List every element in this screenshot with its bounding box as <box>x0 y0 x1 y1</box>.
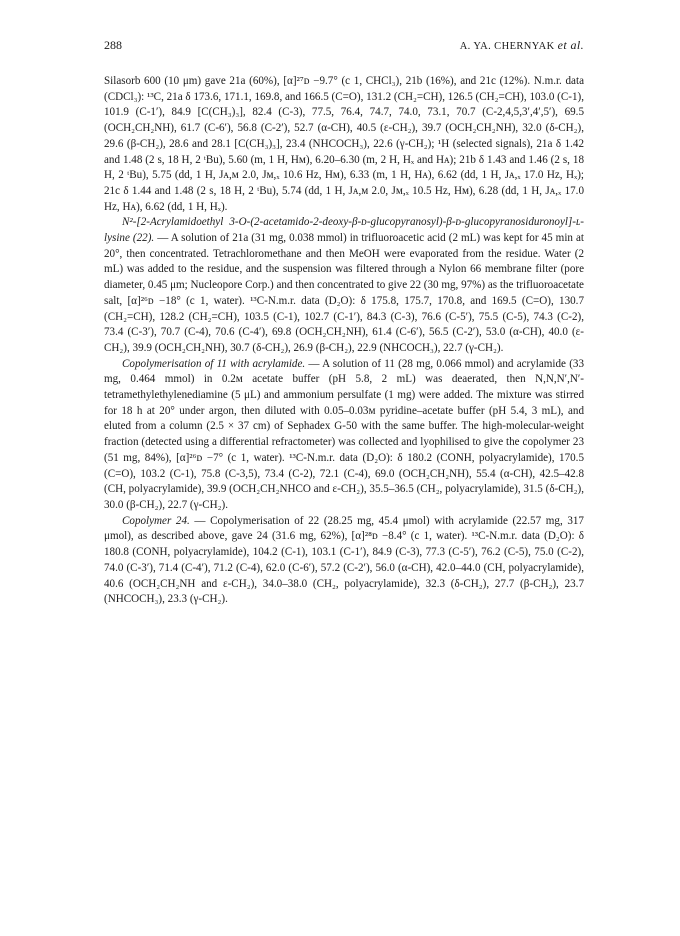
page-header <box>104 38 584 54</box>
page-number: 288 <box>104 38 122 52</box>
paragraph-copolymer-24 <box>104 514 584 608</box>
running-head-authors: A. YA. CHERNYAK <box>459 41 555 52</box>
running-head <box>460 38 584 53</box>
running-head-etal: et al. <box>557 38 584 52</box>
paragraph-text: — A solution of 11 (28 mg, 0.066 mmol) and acrylamide (33 mg, 0.464 mmol) in 0.2ᴍ acetate buffer (pH 5.8, 2 mL) was deaerated, then N,N,N′,N′-tetramethylethylenediamine (5 μL) and ammonium persulfate (1 mg) were added. The mixture was stirred for 18 h at 20° under argon, then diluted with 0.05–0.03ᴍ pyridine–acetate buffer (pH 5.4, 3 mL), and eluted from a column (2.5 × 37 cm) of Sephadex G-50 with the same buffer. The high-molecular-weight fraction (detected using a differential refractometer) was collected and lyophilised to give the copolymer 23 (51 mg, 84%), [α]²⁶ᴅ −7° (c 1, water). ¹³C-N.m.r. data (D₂O): δ 180.2 (CONH, polyacrylamide), 170.5 (C=O), 103.2 (C-1), 75.8 (C-3,5), 73.4 (C-2), 72.1 (C-4), 69.0 (OCH₂CH₂NH), 55.4 (α-CH), 42.5–42.8 (CH, polyacrylamide), 39.9 (OCH₂CH₂NHCO and ε-CH₂), 35.5–36.5 (CH₂, polyacrylamide), 31.5 (δ-CH₂), 30.0 (β-CH₂), 22.7 (γ-CH₂). <box>104 357 584 511</box>
paragraph-title: Copolymerisation of 11 with acrylamide. <box>122 357 306 370</box>
paragraph-text: — A solution of 21a (31 mg, 0.038 mmol) in trifluoroacetic acid (2 mL) was kept for 45 min at 20°, then concentrated. Tetrachloromethane and then MeOH were evaporated from the residue. Water (2 mL) was added to the residue, and the suspension was filtered through a Nylon 66 membrane filter (pore diameter, 0.45 μm; Nucleopore Corp.) and then concentrated to give 22 (30 mg, 97%) as the trifluoroacetate salt, [α]²⁶ᴅ −18° (c 1, water). ¹³C-N.m.r. data (D₂O): δ 175.8, 175.7, 170.8, and 169.5 (C=O), 130.7 (CH₂=CH), 128.2 (CH₂=CH), 103.5 (C-1), 102.7 (C-1′), 84.3 (C-3), 76.6 (C-5′), 75.5 (C-5), 74.3 (C-2), 73.4 (C-3′), 70.7 (C-4), 70.6 (C-4′), 69.8 (OCH₂CH₂NH), 61.4 (C-6′), 56.5 (C-2′), 53.0 (α-CH), 40.0 (ε-CH₂), 39.9 (OCH₂CH₂NH), 30.7 (δ-CH₂), 26.9 (β-CH₂), 22.9 (NHCOCH₃), 22.7 (γ-CH₂). <box>104 232 584 354</box>
paragraph-nmr-data-21 <box>104 74 584 215</box>
paragraph-text: Silasorb 600 (10 μm) gave 21a (60%), [α]²⁷ᴅ −9.7° (c 1, CHCl₃), 21b (16%), and 21c (12%). N.m.r. data (CDCl₃): ¹³C, 21a δ 173.6, 171.1, 169.8, and 166.5 (C=O), 131.2 (CH₂=CH), 126.5 (CH₂=CH), 103.0 (C-1), 101.9 (C-1′), 84.9 [C(CH₃)₃], 82.4 (C-3), 77.5, 76.4, 74.7, 74.0, 73.1, 70.7 (C-2,4,5,3′,4′,5′), 69.5 (OCH₂CH₂NH), 61.7 (C-6′), 56.8 (C-2′), 52.7 (α-CH), 40.5 (ε-CH₂), 39.7 (OCH₂CH₂NH), 32.0 (δ-CH₂), 29.6 (β-CH₂), 28.6 and 28.1 [C(CH₃)₃], 23.4 (NHCOCH₃), 22.6 (γ-CH₂); ¹H (selected signals), 21a δ 1.42 and 1.48 (2 s, 18 H, 2 ᵗBu), 5.60 (m, 1 H, Hᴍ), 6.20–6.30 (m, 2 H, Hₓ and Hᴀ); 21b δ 1.43 and 1.46 (2 s, 18 H, 2 ᵗBu), 5.75 (dd, 1 H, Jᴀ,ᴍ 2.0, Jᴍ,ₓ 10.6 Hz, Hᴍ), 6.33 (m, 1 H, Hᴀ), 6.62 (dd, 1 H, Jᴀ,ₓ 17.0 Hz, Hₓ); 21c δ 1.44 and 1.48 (2 s, 18 H, 2 ᵗBu), 5.74 (dd, 1 H, Jᴀ,ᴍ 2.0, Jᴍ,ₓ 10.5 Hz, Hᴍ), 6.28 (dd, 1 H, Jᴀ,ₓ 17.0 Hz, Hᴀ), 6.62 (dd, 1 H, Hₓ). <box>104 75 584 213</box>
page-body <box>104 74 584 608</box>
paragraph-copolymerisation-11 <box>104 357 584 514</box>
paragraph-compound-22 <box>104 215 584 356</box>
paragraph-title: Copolymer 24. <box>122 514 190 527</box>
paragraph-text: — Copolymerisation of 22 (28.25 mg, 45.4 μmol) with acrylamide (22.57 mg, 317 μmol), as described above, gave 24 (31.6 mg, 62%), [α]²⁸ᴅ −8.4° (c 1, water). ¹³C-N.m.r. data (D₂O): δ 180.8 (CONH, polyacrylamide), 104.2 (C-1), 103.1 (C-1′), 84.9 (C-3), 77.3 (C-5′), 76.2 (C-5), 75.0 (C-2), 74.0 (C-3′), 71.4 (C-4′), 71.2 (C-4), 62.0 (C-6′), 57.2 (C-2′), 56.0 (α-CH), 42.0–44.0 (CH, polyacrylamide), 40.6 (OCH₂CH₂NH and ε-CH₂), 34.0–38.0 (CH₂, polyacrylamide), 32.3 (δ-CH₂), 27.7 (β-CH₂), 23.7 (NHCOCH₃), 23.3 (γ-CH₂). <box>104 514 584 606</box>
paragraph-title: N²-[2-Acrylamidoethyl 3-O-(2-acetamido-2-deoxy-β-ᴅ-glucopyranosyl)-β-ᴅ-glucopyranosiduronoyl]-ʟ-lysine (22). <box>104 216 584 245</box>
